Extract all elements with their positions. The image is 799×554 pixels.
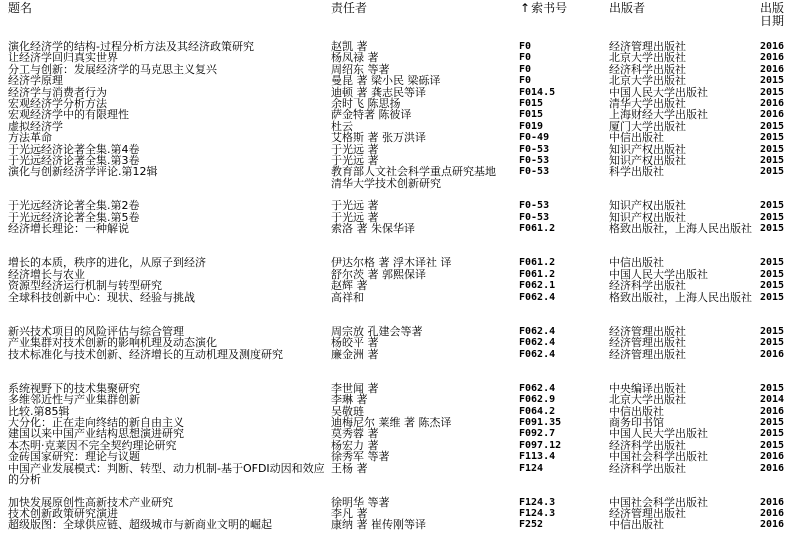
row-title[interactable]: 技术标准化与技术创新、经济增长的互动机理及测度研究 (8, 347, 283, 361)
row-year: 2015 (760, 120, 785, 132)
row-title[interactable]: 虚拟经济学 (8, 119, 63, 133)
table-row[interactable] (0, 349, 799, 383)
table-row[interactable] (0, 280, 799, 291)
row-call-number: F124 (519, 462, 544, 474)
row-publisher: 中国社会科学出版社 (609, 450, 708, 464)
row-title[interactable]: 经济学与消费者行为 (8, 85, 107, 99)
row-title[interactable]: 于光远经济论著全集.第5卷 (8, 210, 140, 224)
row-call-number: F097.12 (519, 439, 562, 451)
row-responsibility: 余时飞 陈思扬 (331, 96, 401, 110)
row-year: 2016 (760, 63, 785, 75)
table-row[interactable] (0, 519, 799, 553)
row-publisher: 知识产权出版社 (609, 142, 686, 156)
row-call-number: F124.3 (519, 496, 556, 508)
row-publisher: 北京大学出版社 (609, 74, 686, 88)
row-publisher: 经济管理出版社 (609, 347, 686, 361)
row-publisher: 经济管理出版社 (609, 40, 686, 53)
row-year: 2015 (760, 75, 785, 87)
row-year: 2015 (760, 257, 785, 269)
row-responsibility: 徐明华 等著 (331, 495, 390, 509)
row-year: 2015 (760, 428, 785, 440)
row-call-number: F0-53 (519, 166, 550, 178)
row-publisher: 商务印书馆 (609, 415, 664, 429)
row-year: 2015 (760, 268, 785, 280)
row-responsibility: 杨皎平 著 (331, 336, 379, 350)
row-responsibility: 杜云 (331, 119, 353, 133)
row-year: 2016 (760, 462, 785, 474)
row-publisher: 中信出版社 (609, 404, 664, 418)
row-publisher: 格致出版社，上海人民出版社 (609, 222, 752, 236)
row-responsibility: 伊达尔格 著 浮木译社 译 (331, 256, 452, 270)
table-row[interactable] (0, 132, 799, 143)
row-publisher: 中国人民大学出版社 (609, 85, 708, 99)
row-year: 2016 (760, 405, 785, 417)
row-title[interactable]: 宏观经济学分析方法 (8, 96, 107, 110)
column-header-call-number[interactable]: ↑索书号 (520, 1, 568, 15)
row-call-number: F0-53 (519, 154, 550, 166)
row-year: 2016 (760, 508, 785, 520)
row-call-number: F0 (519, 52, 532, 64)
row-call-number: F062.9 (519, 394, 556, 406)
row-responsibility: 艾格斯 著 张万洪译 (331, 131, 426, 145)
row-responsibility: 廉金洲 著 (331, 347, 379, 361)
row-responsibility: 于光远 著 (331, 153, 379, 167)
row-call-number: F062.1 (519, 280, 556, 292)
row-publisher: 中国社会科学出版社 (609, 495, 708, 509)
row-title[interactable]: 于光远经济论著全集.第3卷 (8, 153, 140, 167)
row-call-number: F062.4 (519, 291, 556, 303)
row-publisher: 中信出版社 (609, 131, 664, 145)
sort-ascending-icon: ↑ (520, 1, 531, 15)
row-title[interactable]: 让经济学回归真实世界 (8, 51, 118, 65)
row-title[interactable]: 方法革命 (8, 131, 52, 145)
row-title[interactable]: 比较.第85辑 (8, 404, 70, 418)
row-call-number: F062.4 (519, 348, 556, 360)
row-responsibility: 于光远 著 (331, 142, 379, 156)
row-publisher: 中国人民大学出版社 (609, 267, 708, 281)
row-title[interactable]: 经济增长理论：一种解说 (8, 222, 129, 236)
row-publisher: 科学出版社 (609, 165, 664, 179)
row-year: 2015 (760, 86, 785, 98)
row-title[interactable]: 经济学原理 (8, 74, 63, 88)
row-publisher: 格致出版社，上海人民出版社 (609, 290, 752, 304)
row-year: 2015 (760, 280, 785, 292)
row-responsibility: 赵辉 著 (331, 279, 368, 293)
row-call-number: F0 (519, 41, 532, 52)
row-responsibility: 徐秀军 等著 (331, 450, 390, 464)
row-publisher: 中央编译出版社 (609, 381, 686, 395)
row-year: 2016 (760, 451, 785, 463)
row-publisher: 经济管理出版社 (609, 336, 686, 350)
row-responsibility: 李世闻 著 (331, 381, 379, 395)
row-responsibility: 索洛 著 朱保华译 (331, 222, 415, 236)
row-publisher: 北京大学出版社 (609, 393, 686, 407)
row-publisher: 经济管理出版社 (609, 507, 686, 521)
row-year: 2015 (760, 325, 785, 337)
row-responsibility: 李琳 著 (331, 393, 368, 407)
row-title[interactable]: 于光远经济论著全集.第4卷 (8, 142, 140, 156)
row-publisher: 厦门大学出版社 (609, 119, 686, 133)
column-header-year[interactable]: 出版日期 (760, 1, 785, 28)
row-publisher: 经济科学出版社 (609, 438, 686, 452)
row-responsibility: 萨金特著 陈彼译 (331, 108, 412, 122)
row-publisher: 上海财经大学出版社 (609, 108, 708, 122)
row-call-number: F091.35 (519, 416, 562, 428)
row-publisher: 中信出版社 (609, 518, 664, 532)
table-row[interactable] (0, 166, 799, 200)
table-header (0, 0, 799, 34)
row-publisher: 经济科学出版社 (609, 62, 686, 76)
row-call-number: F061.2 (519, 257, 556, 269)
row-responsibility: 李凡 著 (331, 507, 368, 521)
row-year: 2016 (760, 519, 785, 531)
row-responsibility: 杨凤禄 著 (331, 51, 379, 65)
row-call-number: F019 (519, 120, 544, 132)
row-call-number: F064.2 (519, 405, 556, 417)
row-publisher: 知识产权出版社 (609, 210, 686, 224)
row-title[interactable]: 全球科技创新中心：现状、经验与挑战 (8, 290, 195, 304)
row-year: 2015 (760, 154, 785, 166)
row-year: 2016 (760, 41, 785, 52)
row-title[interactable]: 金砖国家研究：理论与议题 (8, 450, 140, 464)
row-year: 2016 (760, 52, 785, 64)
row-year: 2015 (760, 143, 785, 155)
table-row[interactable] (0, 75, 799, 86)
row-year: 2015 (760, 211, 785, 223)
column-header-title[interactable]: 题名 (8, 1, 33, 15)
row-call-number: F0 (519, 75, 532, 87)
row-responsibility: 教育部人文社会科学重点研究基地清华大学技术创新研究 (331, 165, 496, 190)
row-call-number: F062.4 (519, 337, 556, 349)
row-title[interactable]: 演化与创新经济学评论.第12辑 (8, 165, 158, 179)
table-row[interactable] (0, 292, 799, 326)
row-call-number: F015 (519, 109, 544, 121)
row-title[interactable]: 建国以来中国产业结构思想演进研究 (8, 427, 184, 441)
column-header-publisher[interactable]: 出版者 (609, 1, 646, 15)
row-year: 2015 (760, 439, 785, 451)
row-year: 2015 (760, 200, 785, 212)
row-publisher: 中国人民大学出版社 (609, 427, 708, 441)
row-call-number: F252 (519, 519, 544, 531)
row-responsibility: 周绍东 等著 (331, 62, 390, 76)
column-header-responsibility[interactable]: 责任者 (331, 1, 368, 15)
row-year: 2016 (760, 496, 785, 508)
row-responsibility: 舒尔茨 著 郭熙保译 (331, 267, 426, 281)
row-title[interactable]: 多维邻近性与产业集群创新 (8, 393, 140, 407)
row-call-number: F062.4 (519, 325, 556, 337)
row-title[interactable]: 大分化：正在走向终结的新自由主义 (8, 415, 184, 429)
row-call-number: F0-53 (519, 211, 550, 223)
row-publisher: 北京大学出版社 (609, 51, 686, 65)
row-publisher: 知识产权出版社 (609, 199, 686, 213)
row-year: 2015 (760, 132, 785, 144)
table-row[interactable] (0, 451, 799, 462)
row-publisher: 经济管理出版社 (609, 324, 686, 338)
row-call-number: F0-53 (519, 200, 550, 212)
row-call-number: F015 (519, 97, 544, 109)
row-call-number: F061.2 (519, 268, 556, 280)
row-title[interactable]: 增长的本质，秩序的进化，从原子到经济 (8, 256, 206, 270)
row-year: 2015 (760, 382, 785, 394)
row-title[interactable]: 系统视野下的技术集聚研究 (8, 381, 140, 395)
table-row[interactable] (0, 394, 799, 405)
row-publisher: 清华大学出版社 (609, 96, 686, 110)
table-row[interactable] (0, 223, 799, 257)
row-call-number: F061.2 (519, 223, 556, 235)
row-year: 2016 (760, 348, 785, 360)
row-call-number: F062.4 (519, 382, 556, 394)
row-title[interactable]: 中国产业发展模式：判断、转型、动力机制-基于OFDI动因和效应的分析 (8, 461, 325, 486)
row-responsibility: 赵凯 著 (331, 40, 368, 53)
row-responsibility: 于光远 著 (331, 210, 379, 224)
results-table-body (0, 41, 799, 554)
table-row[interactable] (0, 463, 799, 497)
row-title[interactable]: 于光远经济论著全集.第2卷 (8, 199, 140, 213)
row-call-number: F0-49 (519, 132, 550, 144)
row-responsibility: 于光远 著 (331, 199, 379, 213)
row-publisher: 知识产权出版社 (609, 153, 686, 167)
row-title[interactable]: 演化经济学的结构-过程分析方法及其经济政策研究 (8, 40, 254, 53)
row-title[interactable]: 资源型经济运行机制与转型研究 (8, 279, 162, 293)
row-responsibility: 曼昆 著 梁小民 梁砾译 (331, 74, 441, 88)
row-call-number: F092.7 (519, 428, 556, 440)
row-year: 2016 (760, 97, 785, 109)
row-call-number: F124.3 (519, 508, 556, 520)
row-responsibility: 王杨 著 (331, 461, 368, 475)
row-call-number: F0-53 (519, 143, 550, 155)
row-title[interactable]: 新兴技术项目的风险评估与综合管理 (8, 324, 184, 338)
row-year: 2015 (760, 337, 785, 349)
row-responsibility: 高祥和 (331, 290, 364, 304)
row-call-number: F014.5 (519, 86, 556, 98)
row-title[interactable]: 产业集群对技术创新的影响机理及动态演化 (8, 336, 217, 350)
row-year: 2015 (760, 223, 785, 235)
row-call-number: F0 (519, 63, 532, 75)
row-publisher: 经济科学出版社 (609, 279, 686, 293)
row-title[interactable]: 超级版图：全球供应链、超级城市与新商业文明的崛起 (8, 518, 272, 532)
row-year: 2015 (760, 166, 785, 178)
row-title[interactable]: 经济增长与农业 (8, 267, 85, 281)
row-responsibility: 杨宏力 著 (331, 438, 379, 452)
row-responsibility: 吴敬琏 (331, 404, 364, 418)
row-title[interactable]: 本杰明·克莱因不完全契约理论研究 (8, 438, 177, 452)
row-year: 2016 (760, 109, 785, 121)
row-responsibility: 迪梅尼尔 莱维 著 陈杰译 (331, 415, 452, 429)
row-title[interactable]: 加快发展原创性高新技术产业研究 (8, 495, 173, 509)
row-publisher: 中信出版社 (609, 256, 664, 270)
row-year: 2014 (760, 394, 785, 406)
row-publisher: 经济科学出版社 (609, 461, 686, 475)
row-year: 2015 (760, 416, 785, 428)
table-row[interactable] (0, 337, 799, 348)
row-call-number: F113.4 (519, 451, 556, 463)
row-responsibility: 莫秀蓉 著 (331, 427, 379, 441)
row-title[interactable]: 分工与创新：发展经济学的马克思主义复兴 (8, 62, 217, 76)
row-title[interactable]: 宏观经济学中的有限理性 (8, 108, 129, 122)
row-responsibility: 康纳 著 崔传刚等译 (331, 518, 426, 532)
row-responsibility: 周宗放 孔建会等著 (331, 324, 423, 338)
row-responsibility: 迪顿 著 龚志民等译 (331, 85, 426, 99)
row-title[interactable]: 技术创新政策研究演进 (8, 507, 118, 521)
row-year: 2015 (760, 291, 785, 303)
